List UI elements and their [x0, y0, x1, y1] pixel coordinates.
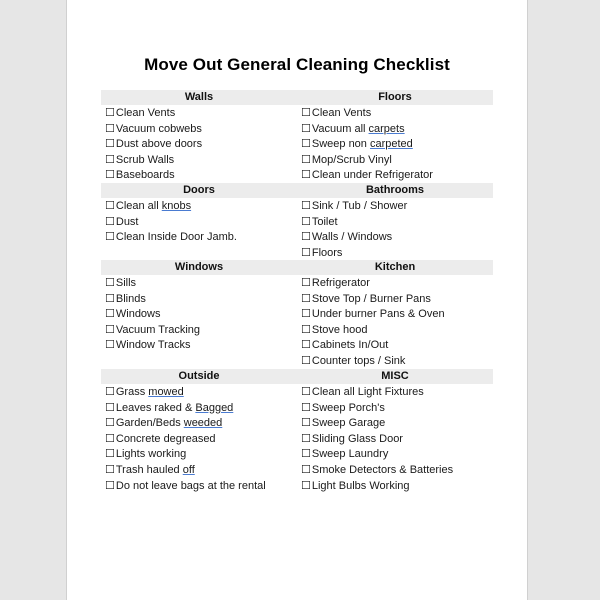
- checklist-item[interactable]: [297, 306, 493, 322]
- checkbox[interactable]: ☐: [105, 276, 115, 289]
- checklist-item-label: Light Bulbs Working: [311, 479, 410, 492]
- checklist-item-label: Sink / Tub / Shower: [311, 200, 408, 212]
- checklist-item[interactable]: [297, 446, 493, 462]
- checklist-item[interactable]: [101, 167, 297, 183]
- checklist-item[interactable]: [297, 462, 493, 478]
- checkbox[interactable]: ☐: [105, 152, 115, 166]
- checklist-item-label: Clean Vents: [115, 107, 176, 119]
- checklist-item-label: Baseboards: [115, 169, 175, 182]
- checkbox[interactable]: ☐: [301, 478, 311, 492]
- checklist-item[interactable]: [101, 291, 297, 307]
- checklist-item-label: Window Tracks: [115, 339, 191, 352]
- checklist-item[interactable]: [101, 306, 297, 322]
- checkbox[interactable]: ☐: [105, 478, 115, 492]
- checkbox[interactable]: ☐: [105, 291, 115, 305]
- section-heading-kitchen: Kitchen: [297, 260, 493, 275]
- checkbox[interactable]: ☐: [105, 322, 115, 336]
- checkbox[interactable]: ☐: [105, 168, 115, 182]
- checklist-item-label: Dust above doors: [115, 138, 203, 151]
- checklist-item[interactable]: [297, 198, 493, 214]
- checklist-item[interactable]: [297, 400, 493, 416]
- checklist-item[interactable]: [101, 214, 297, 230]
- checkbox[interactable]: ☐: [301, 199, 311, 212]
- section-heading-bathrooms: Bathrooms: [297, 183, 493, 198]
- checklist-item-label: Do not leave bags at the rental: [115, 479, 266, 492]
- checklist-item-label: Floors: [311, 246, 343, 259]
- checklist-item-label: Grass mowed: [115, 386, 184, 398]
- checklist-item[interactable]: [297, 291, 493, 307]
- checklist-item-label: Clean Inside Door Jamb.: [115, 231, 237, 244]
- checklist-bathrooms: [297, 198, 493, 260]
- checklist-item[interactable]: [297, 152, 493, 168]
- section-bathrooms: [297, 183, 493, 260]
- checklist-item[interactable]: [101, 446, 297, 462]
- checklist-item-label: Clean Vents: [311, 107, 372, 119]
- checklist-kitchen: [297, 275, 493, 369]
- page-title: Move Out General Cleaning Checklist: [144, 55, 450, 74]
- checklist-item[interactable]: [297, 275, 493, 291]
- checkbox[interactable]: ☐: [301, 447, 311, 461]
- section-heading-outside: Outside: [101, 369, 297, 384]
- checkbox[interactable]: ☐: [301, 307, 311, 321]
- checklist-item[interactable]: [101, 121, 297, 137]
- checklist-item[interactable]: [297, 337, 493, 353]
- checkbox[interactable]: ☐: [105, 385, 115, 398]
- checklist-item-label: Trash hauled off: [115, 463, 195, 476]
- checkbox[interactable]: ☐: [105, 199, 115, 212]
- checkbox[interactable]: ☐: [301, 291, 311, 305]
- section-heading-doors: Doors: [101, 183, 297, 198]
- section-walls: [101, 90, 297, 183]
- checkbox[interactable]: ☐: [301, 353, 311, 367]
- checklist-item[interactable]: [297, 214, 493, 230]
- checklist-walls: [101, 105, 297, 183]
- section-floors: [297, 90, 493, 183]
- checkbox[interactable]: ☐: [301, 121, 311, 135]
- checklist-item-label: Cabinets In/Out: [311, 339, 389, 352]
- checklist-item[interactable]: [297, 105, 493, 121]
- checklist-item[interactable]: [101, 478, 297, 494]
- checklist-doors: [101, 198, 297, 245]
- checklist-item[interactable]: [297, 384, 493, 400]
- checkbox[interactable]: ☐: [105, 462, 115, 476]
- checklist-item-label: Under burner Pans & Oven: [311, 308, 445, 321]
- checklist-item-label: Dust: [115, 215, 139, 228]
- checklist-item[interactable]: [101, 431, 297, 447]
- checklist-item[interactable]: [297, 353, 493, 369]
- checkbox[interactable]: ☐: [105, 447, 115, 461]
- checkbox[interactable]: ☐: [301, 400, 311, 414]
- checkbox[interactable]: ☐: [301, 214, 311, 228]
- checklist-item-label: Smoke Detectors & Batteries: [311, 463, 454, 476]
- checklist-item[interactable]: [101, 322, 297, 338]
- checklist-outside: [101, 384, 297, 493]
- section-heading-floors: Floors: [297, 90, 493, 105]
- checklist-item[interactable]: [297, 415, 493, 431]
- document-page: [66, 0, 528, 600]
- checklist-item-label: Mop/Scrub Vinyl: [311, 153, 392, 166]
- checkbox[interactable]: ☐: [301, 338, 311, 352]
- checkbox[interactable]: ☐: [301, 168, 311, 182]
- checklist-item-label: Vacuum cobwebs: [115, 122, 202, 135]
- checklist-item-label: Stove Top / Burner Pans: [311, 292, 431, 305]
- checkbox[interactable]: ☐: [105, 338, 115, 352]
- section-outside: [101, 369, 297, 493]
- checkbox[interactable]: ☐: [105, 400, 115, 414]
- checklist-item-label: Clean all Light Fixtures: [311, 386, 424, 398]
- checklist-item[interactable]: [297, 121, 493, 137]
- checklist-item-label: Leaves raked & Bagged: [115, 401, 234, 414]
- checklist-item[interactable]: [101, 415, 297, 431]
- checklist-item[interactable]: [101, 152, 297, 168]
- checkbox[interactable]: ☐: [301, 276, 311, 289]
- checklist-item-label: Vacuum Tracking: [115, 323, 201, 336]
- section-heading-windows: Windows: [101, 260, 297, 275]
- checklist-item-label: Sweep Porch's: [311, 401, 385, 414]
- checklist-item-label: Stove hood: [311, 323, 368, 336]
- checkbox[interactable]: ☐: [105, 106, 115, 119]
- checkbox[interactable]: ☐: [301, 385, 311, 398]
- checkbox[interactable]: ☐: [105, 214, 115, 228]
- checklist-item[interactable]: [101, 275, 297, 291]
- checkbox[interactable]: ☐: [301, 106, 311, 119]
- checklist-item-label: Refrigerator: [311, 277, 370, 289]
- checklist-item-label: Sliding Glass Door: [311, 432, 403, 445]
- checkbox[interactable]: ☐: [105, 137, 115, 151]
- checklist-misc: [297, 384, 493, 493]
- checklist-item[interactable]: [101, 229, 297, 245]
- checklist-item-label: Sweep Garage: [311, 417, 386, 430]
- checklist-item-label: Walls / Windows: [311, 231, 393, 244]
- checkbox[interactable]: ☐: [105, 121, 115, 135]
- checkbox[interactable]: ☐: [301, 322, 311, 336]
- checklist-item[interactable]: [297, 478, 493, 494]
- checklist-item-label: Windows: [115, 308, 161, 321]
- checklist-item-label: Lights working: [115, 448, 187, 461]
- checklist-item-label: Clean all knobs: [115, 200, 192, 212]
- checklist-windows: [101, 275, 297, 353]
- checklist-item[interactable]: [297, 136, 493, 152]
- checklist-item[interactable]: [297, 229, 493, 245]
- checklist-item-label: Counter tops / Sink: [311, 354, 406, 367]
- checkbox[interactable]: ☐: [105, 431, 115, 445]
- checkbox[interactable]: ☐: [105, 416, 115, 430]
- checklist-item[interactable]: [297, 431, 493, 447]
- checklist-item-label: Scrub Walls: [115, 153, 175, 166]
- section-doors: [101, 183, 297, 245]
- checklist-floors: [297, 105, 493, 183]
- checklist-item[interactable]: [297, 245, 493, 261]
- checklist-item[interactable]: [101, 337, 297, 353]
- checklist-item[interactable]: [101, 384, 297, 400]
- checklist-item-label: Vacuum all carpets: [311, 122, 405, 135]
- checkbox[interactable]: ☐: [301, 137, 311, 151]
- checkbox[interactable]: ☐: [301, 431, 311, 445]
- checklist-item-label: Toilet: [311, 215, 338, 228]
- checklist-item[interactable]: [297, 167, 493, 183]
- checklist-item-label: Blinds: [115, 292, 146, 305]
- checklist-item-label: Garden/Beds weeded: [115, 417, 223, 430]
- checklist-item[interactable]: [101, 462, 297, 478]
- checkbox[interactable]: ☐: [301, 152, 311, 166]
- section-windows: [101, 260, 297, 353]
- checklist-item[interactable]: [101, 400, 297, 416]
- section-heading-walls: Walls: [101, 90, 297, 105]
- checklist-item[interactable]: [297, 322, 493, 338]
- checklist-item[interactable]: [101, 198, 297, 214]
- section-misc: [297, 369, 493, 493]
- checklist-item-label: Concrete degreased: [115, 432, 216, 445]
- checklist-item[interactable]: [101, 105, 297, 121]
- checklist-item-label: Sweep non carpeted: [311, 138, 413, 151]
- checkbox[interactable]: ☐: [301, 462, 311, 476]
- checkbox[interactable]: ☐: [301, 245, 311, 259]
- checklist-item-label: Sills: [115, 277, 137, 289]
- checklist-item[interactable]: [101, 136, 297, 152]
- checklist-item-label: Sweep Laundry: [311, 448, 389, 461]
- checkbox[interactable]: ☐: [105, 230, 115, 244]
- section-heading-misc: MISC: [297, 369, 493, 384]
- checkbox[interactable]: ☐: [301, 416, 311, 430]
- checklist-item-label: Clean under Refrigerator: [311, 169, 433, 182]
- checkbox[interactable]: ☐: [105, 307, 115, 321]
- section-kitchen: [297, 260, 493, 369]
- checkbox[interactable]: ☐: [301, 230, 311, 244]
